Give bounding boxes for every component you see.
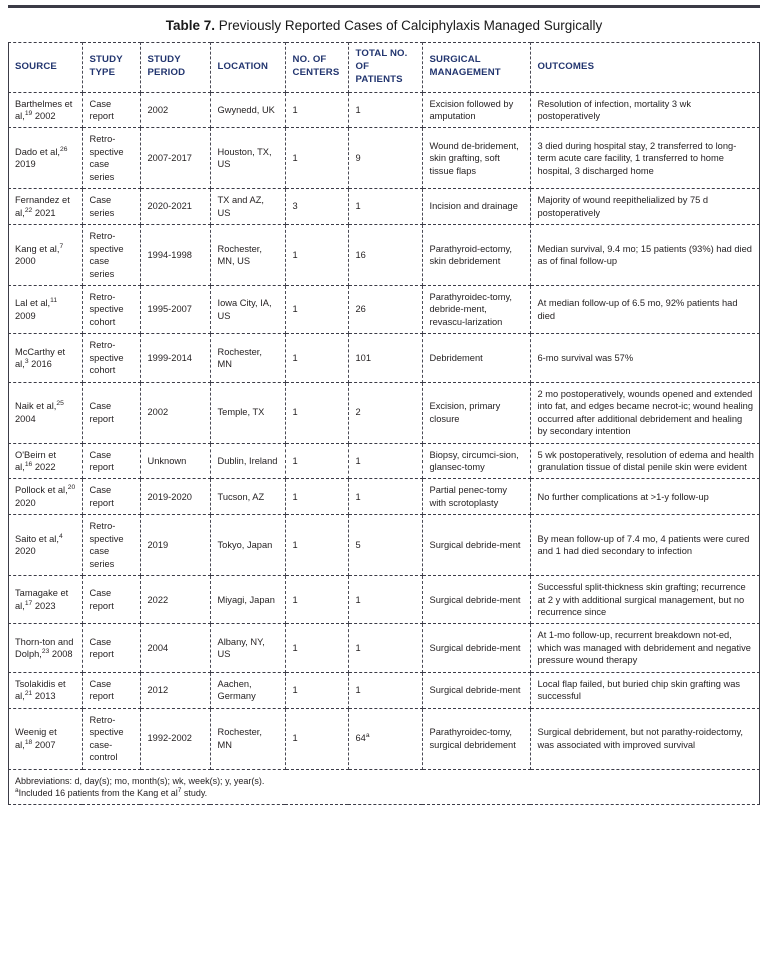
cell-study-type: Case report	[82, 576, 140, 624]
source-year: 2013	[32, 691, 56, 702]
source-reference: 21	[24, 690, 33, 698]
source-name: Saito et al,	[15, 533, 59, 544]
source-name: Lal et al,	[15, 298, 51, 309]
cell-surgical-management: Parathyroidec-tomy, debride-ment, revascu-larization	[422, 285, 530, 333]
source-reference: 3	[24, 357, 29, 365]
table-row	[8, 382, 760, 443]
cell-no-of-centers: 1	[285, 334, 348, 382]
cell-study-period: 1999-2014	[140, 334, 210, 382]
cell-outcomes: No further complications at >1-y follow-up	[530, 479, 760, 515]
cell-source	[8, 443, 82, 479]
cell-total-no-of-patients	[348, 225, 422, 286]
patients-count: 1	[355, 104, 361, 115]
source-year: 2007	[32, 739, 56, 750]
cell-outcomes: 2 mo postoperatively, wounds opened and extended into fat, and edges became necrot-ic; wound healing occurred after additional debridement and healing by secondary intention	[530, 382, 760, 443]
cell-surgical-management: Surgical debride-ment	[422, 624, 530, 672]
cell-source	[8, 382, 82, 443]
cell-total-no-of-patients	[348, 515, 422, 576]
cell-study-type: Case report	[82, 479, 140, 515]
patients-count: 1	[355, 455, 361, 466]
cell-no-of-centers: 1	[285, 708, 348, 769]
source-reference: 4	[58, 532, 63, 540]
table-container	[8, 42, 760, 805]
cell-surgical-management: Parathyroid-ectomy, skin debridement	[422, 225, 530, 286]
source-name: Weenig et al,	[15, 727, 57, 750]
table-header	[8, 43, 760, 93]
source-reference: 22	[24, 206, 33, 214]
cell-no-of-centers: 1	[285, 225, 348, 286]
table-row	[8, 708, 760, 769]
cell-no-of-centers: 1	[285, 576, 348, 624]
cell-surgical-management: Wound de-bridement, skin grafting, soft tissue flaps	[422, 128, 530, 189]
table-row	[8, 285, 760, 333]
cell-study-period: 2020-2021	[140, 189, 210, 225]
source-reference: 18	[24, 738, 33, 746]
table-row	[8, 128, 760, 189]
patients-footnote-ref: a	[365, 732, 370, 740]
cell-no-of-centers: 1	[285, 515, 348, 576]
table-row	[8, 225, 760, 286]
source-year: 2019	[15, 159, 36, 170]
patients-count: 1	[355, 491, 361, 502]
cell-surgical-management: Surgical debride-ment	[422, 576, 530, 624]
cell-location: Aachen, Germany	[210, 672, 285, 708]
col-header-no-of-centers: NO. OF CENTERS	[285, 43, 348, 93]
patients-count: 1	[355, 685, 361, 696]
cell-study-type: Case series	[82, 189, 140, 225]
cell-study-period: 1995-2007	[140, 285, 210, 333]
cell-study-type: Retro-spective cohort	[82, 334, 140, 382]
patients-count: 64	[355, 733, 366, 744]
cell-source	[8, 128, 82, 189]
cell-study-period: 2019-2020	[140, 479, 210, 515]
cell-surgical-management: Surgical debride-ment	[422, 672, 530, 708]
source-name: Fernandez et al,	[15, 195, 70, 218]
footnote-text: Included 16 patients from the Kang et al	[18, 787, 178, 798]
cell-outcomes: 3 died during hospital stay, 2 transferred to long-term acute care facility, 1 transferred to home hospital, 3 discharged home	[530, 128, 760, 189]
patients-count: 1	[355, 594, 361, 605]
table-row	[8, 515, 760, 576]
table-left-border	[8, 42, 9, 805]
col-header-total-no-of-patients: TOTAL NO. OF PATIENTS	[348, 43, 422, 93]
cell-source	[8, 515, 82, 576]
cell-surgical-management: Excision followed by amputation	[422, 92, 530, 128]
source-reference: 11	[50, 297, 58, 305]
cell-source	[8, 672, 82, 708]
cell-study-type: Case report	[82, 382, 140, 443]
source-year: 2020	[15, 497, 36, 508]
cell-location: Miyagi, Japan	[210, 576, 285, 624]
source-reference: 16	[24, 460, 33, 468]
patients-count: 1	[355, 201, 361, 212]
cell-no-of-centers: 1	[285, 92, 348, 128]
cell-study-period: 1994-1998	[140, 225, 210, 286]
footnote-tail: study.	[181, 787, 208, 798]
table-row	[8, 92, 760, 128]
source-reference: 25	[56, 400, 64, 408]
cell-study-type: Case report	[82, 672, 140, 708]
cell-location: Rochester, MN	[210, 334, 285, 382]
source-reference: 19	[24, 109, 33, 117]
source-name: McCarthy et al,	[15, 346, 66, 369]
table-row	[8, 443, 760, 479]
table-number: Table 7.	[165, 18, 216, 33]
cell-outcomes: At median follow-up of 6.5 mo, 92% patients had died	[530, 285, 760, 333]
source-reference: 23	[41, 648, 50, 656]
source-year: 2002	[32, 110, 56, 121]
col-header-study-type: STUDY TYPE	[82, 43, 140, 93]
source-name: Kang et al,	[15, 243, 60, 254]
patients-count: 2	[355, 407, 361, 418]
cell-study-type: Retro-spective case-control	[82, 708, 140, 769]
cell-study-type: Retro-spective cohort	[82, 285, 140, 333]
table-right-border	[759, 42, 760, 805]
cell-no-of-centers: 1	[285, 443, 348, 479]
cell-outcomes: Majority of wound reepithelialized by 75 d postoperatively	[530, 189, 760, 225]
source-name: Pollock et al,	[15, 485, 68, 496]
cell-total-no-of-patients	[348, 189, 422, 225]
cell-surgical-management: Surgical debride-ment	[422, 515, 530, 576]
cell-total-no-of-patients	[348, 334, 422, 382]
cell-study-period: Unknown	[140, 443, 210, 479]
cell-outcomes: 6-mo survival was 57%	[530, 334, 760, 382]
source-name: Dado et al,	[15, 146, 60, 157]
cell-location: Dublin, Ireland	[210, 443, 285, 479]
patients-count: 16	[355, 249, 366, 260]
col-header-study-period: STUDY PERIOD	[140, 43, 210, 93]
table-body	[8, 92, 760, 769]
table-row	[8, 576, 760, 624]
cell-total-no-of-patients	[348, 672, 422, 708]
cell-study-period: 2004	[140, 624, 210, 672]
cell-no-of-centers: 1	[285, 672, 348, 708]
cell-source	[8, 624, 82, 672]
cell-location: Gwynedd, UK	[210, 92, 285, 128]
cell-no-of-centers: 1	[285, 382, 348, 443]
footnote-reference: 7	[177, 786, 182, 794]
table-row	[8, 189, 760, 225]
cell-location: Tokyo, Japan	[210, 515, 285, 576]
cell-outcomes: Successful split-thickness skin grafting; recurrence at 2 y with additional surgical management, but no recurrence since	[530, 576, 760, 624]
table-footer	[8, 769, 760, 804]
cell-study-type: Case report	[82, 92, 140, 128]
cell-outcomes: Local flap failed, but buried chip skin grafting was successful	[530, 672, 760, 708]
col-header-location: LOCATION	[210, 43, 285, 93]
cell-surgical-management: Excision, primary closure	[422, 382, 530, 443]
cell-source	[8, 225, 82, 286]
cell-study-period: 2002	[140, 382, 210, 443]
cell-source	[8, 576, 82, 624]
source-year: 2009	[15, 310, 36, 321]
cell-surgical-management: Debridement	[422, 334, 530, 382]
cell-study-period: 2022	[140, 576, 210, 624]
patients-count: 9	[355, 153, 361, 164]
footnote-a	[15, 787, 754, 799]
source-name: Naik et al,	[15, 401, 57, 412]
source-reference: 7	[59, 242, 64, 250]
cell-total-no-of-patients	[348, 624, 422, 672]
cell-location: Temple, TX	[210, 382, 285, 443]
source-name: Barthelmes et al,	[15, 98, 73, 121]
cell-no-of-centers: 1	[285, 285, 348, 333]
source-year: 2004	[15, 413, 36, 424]
cell-outcomes: At 1-mo follow-up, recurrent breakdown not-ed, which was managed with debridement and negative pressure wound therapy	[530, 624, 760, 672]
cell-location: Rochester, MN	[210, 708, 285, 769]
cell-study-period: 2007-2017	[140, 128, 210, 189]
cell-location: Houston, TX, US	[210, 128, 285, 189]
cell-no-of-centers: 1	[285, 128, 348, 189]
cell-total-no-of-patients	[348, 479, 422, 515]
source-year: 2023	[32, 600, 56, 611]
cell-surgical-management: Biopsy, circumci-sion, glansec-tomy	[422, 443, 530, 479]
cell-study-type: Retro-spective case series	[82, 225, 140, 286]
cell-study-type: Case report	[82, 443, 140, 479]
cell-outcomes: Median survival, 9.4 mo; 15 patients (93%) had died as of final follow-up	[530, 225, 760, 286]
source-name: Thorn-ton and Dolph,	[15, 636, 74, 660]
col-header-surgical-management: SURGICAL MANAGEMENT	[422, 43, 530, 93]
source-year: 2016	[28, 359, 52, 369]
cell-total-no-of-patients	[348, 128, 422, 189]
cases-table	[8, 42, 760, 805]
cell-source	[8, 92, 82, 128]
header-row	[8, 43, 760, 93]
cell-total-no-of-patients	[348, 285, 422, 333]
source-name: Tsolakidis et al,	[15, 678, 66, 702]
cell-location: Albany, NY, US	[210, 624, 285, 672]
cell-outcomes: Surgical debridement, but not parathy-roidectomy, was associated with improved survival	[530, 708, 760, 769]
cell-location: Iowa City, IA, US	[210, 285, 285, 333]
cell-study-period: 1992-2002	[140, 708, 210, 769]
footnote-marker: a	[15, 786, 19, 794]
cell-no-of-centers: 1	[285, 624, 348, 672]
cell-study-type: Retro-spective case series	[82, 128, 140, 189]
cell-study-type: Case report	[82, 624, 140, 672]
cell-total-no-of-patients	[348, 382, 422, 443]
cell-study-period: 2012	[140, 672, 210, 708]
cell-study-period: 2019	[140, 515, 210, 576]
source-year: 2020	[15, 546, 36, 557]
cell-outcomes: Resolution of infection, mortality 3 wk postoperatively	[530, 92, 760, 128]
table-row	[8, 672, 760, 708]
cell-source	[8, 189, 82, 225]
cell-no-of-centers: 3	[285, 189, 348, 225]
footnote-row	[8, 769, 760, 804]
cell-total-no-of-patients	[348, 443, 422, 479]
cell-total-no-of-patients	[348, 92, 422, 128]
cell-source	[8, 334, 82, 382]
cell-surgical-management: Parathyroidec-tomy, surgical debridement	[422, 708, 530, 769]
cell-outcomes: 5 wk postoperatively, resolution of edema and health granulation tissue of distal penile skin were evident	[530, 443, 760, 479]
cell-total-no-of-patients	[348, 708, 422, 769]
cell-no-of-centers: 1	[285, 479, 348, 515]
patients-count: 26	[355, 304, 366, 315]
source-reference: 26	[59, 145, 68, 153]
footnotes-cell	[8, 769, 760, 804]
cell-surgical-management: Incision and drainage	[422, 189, 530, 225]
cell-location: Tucson, AZ	[210, 479, 285, 515]
cell-study-period: 2002	[140, 92, 210, 128]
abbreviations-note: Abbreviations: d, day(s); mo, month(s); wk, week(s); y, year(s).	[15, 775, 265, 786]
cell-total-no-of-patients	[348, 576, 422, 624]
page-title	[8, 12, 760, 40]
cell-surgical-management: Partial penec-tomy with scrotoplasty	[422, 479, 530, 515]
table-row	[8, 334, 760, 382]
source-year: 2022	[32, 461, 56, 472]
table-title-text: Previously Reported Cases of Calciphylaxis Managed Surgically	[215, 18, 603, 33]
source-year: 2021	[32, 207, 56, 218]
source-reference: 20	[67, 484, 76, 492]
source-name: O'Beirn et al,	[15, 449, 57, 472]
source-reference: 17	[24, 599, 33, 607]
cell-location: TX and AZ, US	[210, 189, 285, 225]
top-rule	[8, 5, 760, 8]
col-header-source: SOURCE	[8, 43, 82, 93]
patients-count: 1	[355, 642, 361, 653]
cell-source	[8, 708, 82, 769]
patients-count: 5	[355, 539, 361, 550]
patients-count: 101	[355, 352, 372, 363]
cell-study-type: Retro-spective case series	[82, 515, 140, 576]
source-year: 2008	[49, 649, 73, 660]
cell-source	[8, 285, 82, 333]
source-year: 2000	[15, 256, 36, 267]
source-name: Tamagake et al,	[15, 588, 69, 611]
cell-source	[8, 479, 82, 515]
table-row	[8, 479, 760, 515]
col-header-outcomes: OUTCOMES	[530, 43, 760, 93]
cell-outcomes: By mean follow-up of 7.4 mo, 4 patients were cured and 1 had died secondary to infection	[530, 515, 760, 576]
table-row	[8, 624, 760, 672]
cell-location: Rochester, MN, US	[210, 225, 285, 286]
